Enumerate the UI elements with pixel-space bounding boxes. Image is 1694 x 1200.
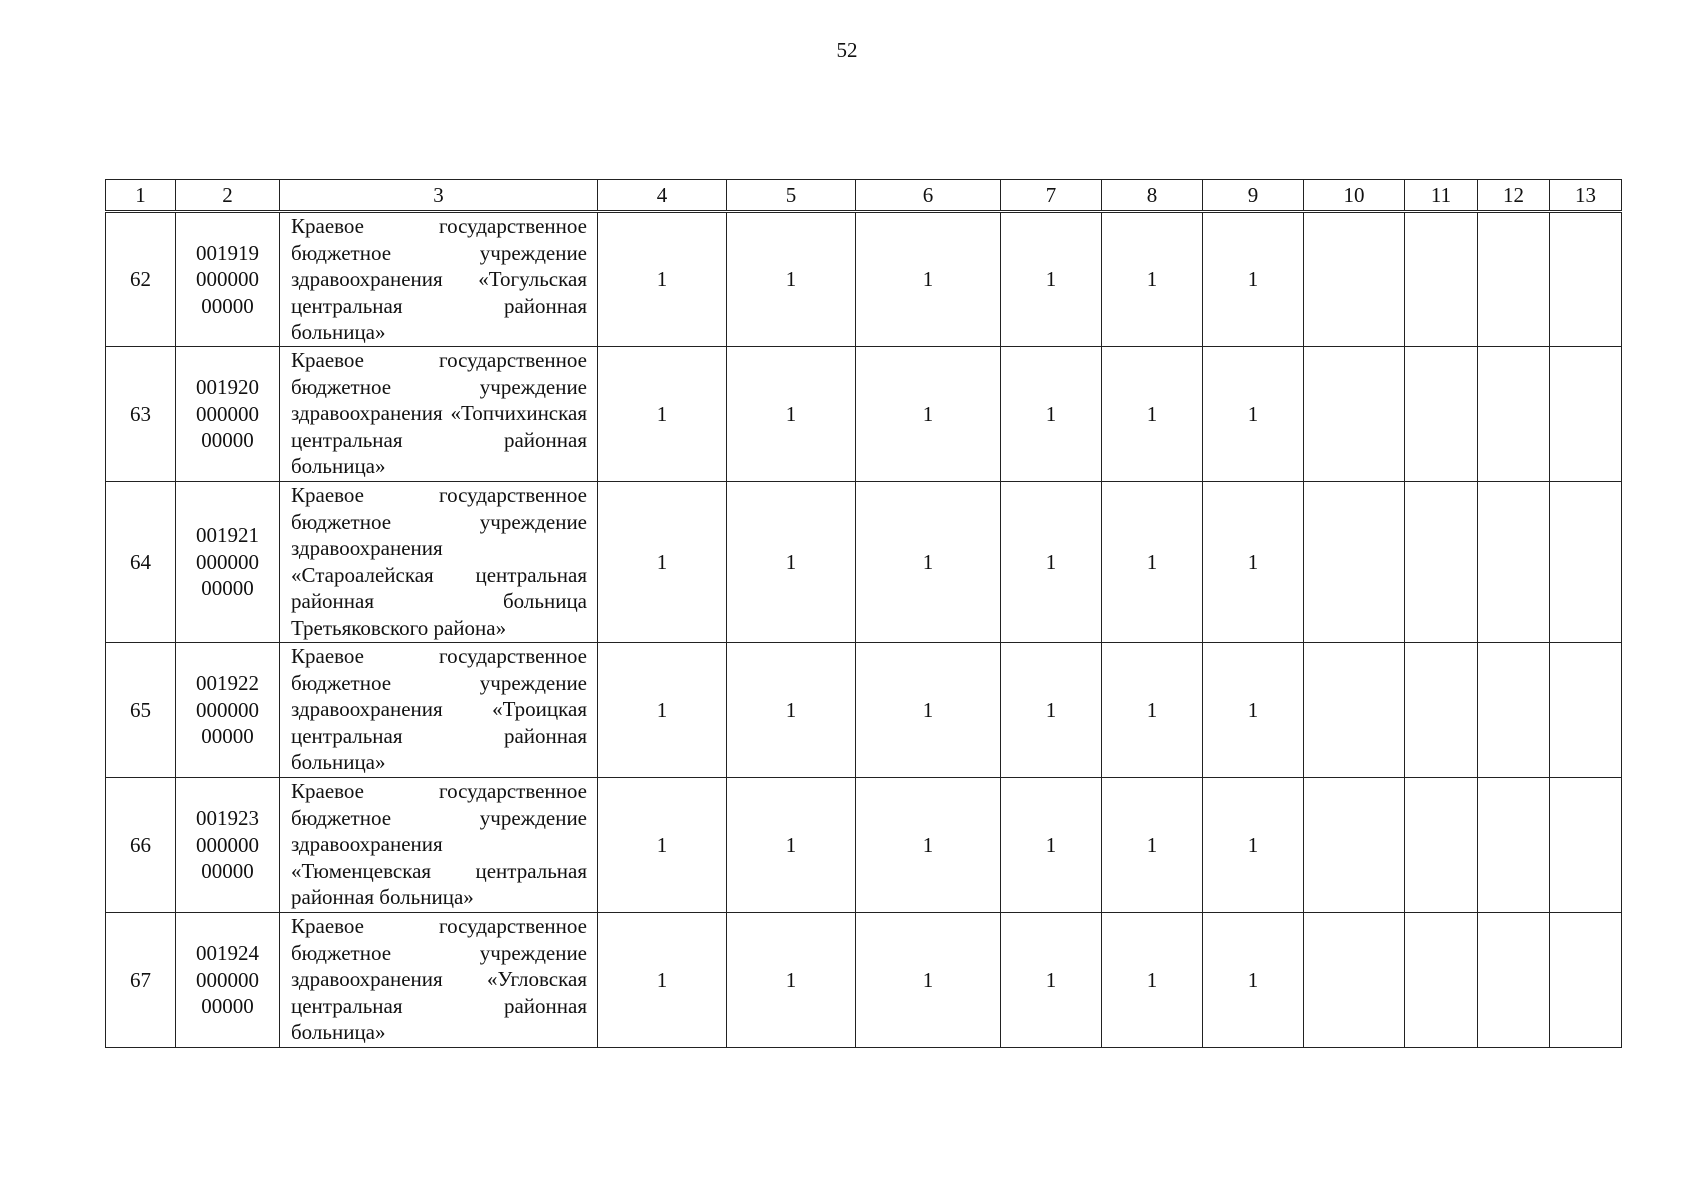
value-cell [1478, 913, 1550, 1048]
value-cell: 1 [598, 778, 727, 913]
header-cell: 3 [280, 180, 598, 212]
value-cell [1304, 347, 1405, 482]
value-cell [1478, 212, 1550, 347]
value-cell: 1 [856, 778, 1001, 913]
code-line: 00000 [201, 428, 254, 453]
value-cell [1405, 482, 1478, 643]
value-cell: 1 [1001, 913, 1102, 1048]
institution-name-cell: Краевое государственное бюджетное учреждение здравоохранения «Троицкая центральная районная больница» [280, 643, 598, 778]
table-row [106, 482, 1622, 643]
header-cell: 5 [727, 180, 856, 212]
row-number-cell: 66 [106, 778, 176, 913]
value-cell: 1 [1203, 643, 1304, 778]
table-row [106, 778, 1622, 913]
header-cell: 4 [598, 180, 727, 212]
code-cell [176, 482, 280, 643]
value-cell [1550, 778, 1622, 913]
value-cell: 1 [856, 212, 1001, 347]
header-cell: 9 [1203, 180, 1304, 212]
value-cell [1405, 347, 1478, 482]
row-number-cell: 65 [106, 643, 176, 778]
institution-name-cell: Краевое государственное бюджетное учреждение здравоохранения «Староалейская центральная районная больница Третьяковского района» [280, 482, 598, 643]
value-cell [1304, 212, 1405, 347]
table-row [106, 347, 1622, 482]
header-cell: 8 [1102, 180, 1203, 212]
value-cell: 1 [727, 482, 856, 643]
institution-name-cell: Краевое государственное бюджетное учреждение здравоохранения «Угловская центральная районная больница» [280, 913, 598, 1048]
value-cell [1405, 643, 1478, 778]
value-cell: 1 [727, 212, 856, 347]
value-cell: 1 [1102, 212, 1203, 347]
value-cell [1550, 347, 1622, 482]
code-line: 00000 [201, 859, 254, 884]
value-cell [1550, 643, 1622, 778]
table-row [106, 913, 1622, 1048]
value-cell: 1 [598, 482, 727, 643]
header-cell: 1 [106, 180, 176, 212]
header-cell: 10 [1304, 180, 1405, 212]
code-line: 000000 [196, 832, 259, 857]
value-cell [1405, 212, 1478, 347]
value-cell: 1 [727, 643, 856, 778]
value-cell [1304, 778, 1405, 913]
row-number-cell: 67 [106, 913, 176, 1048]
table-row [106, 212, 1622, 347]
value-cell: 1 [1203, 347, 1304, 482]
code-line: 00000 [201, 293, 254, 318]
code-line: 001919 [196, 240, 259, 265]
code-line: 001920 [196, 375, 259, 400]
code-line: 000000 [196, 549, 259, 574]
value-cell: 1 [856, 643, 1001, 778]
code-line: 00000 [201, 576, 254, 601]
header-cell: 11 [1405, 180, 1478, 212]
page-number: 52 [836, 38, 858, 62]
code-cell [176, 913, 280, 1048]
code-line: 00000 [201, 724, 254, 749]
table-row [106, 643, 1622, 778]
row-number-cell: 62 [106, 212, 176, 347]
value-cell: 1 [598, 913, 727, 1048]
value-cell [1478, 643, 1550, 778]
value-cell: 1 [1203, 913, 1304, 1048]
institution-name-cell: Краевое государственное бюджетное учреждение здравоохранения «Тогульская центральная районная больница» [280, 212, 598, 347]
value-cell: 1 [1102, 643, 1203, 778]
code-cell [176, 778, 280, 913]
code-line: 001924 [196, 941, 259, 966]
value-cell: 1 [1001, 643, 1102, 778]
code-line: 001923 [196, 806, 259, 831]
value-cell: 1 [856, 482, 1001, 643]
header-cell: 13 [1550, 180, 1622, 212]
institution-name-cell: Краевое государственное бюджетное учреждение здравоохранения «Тюменцевская центральная районная больница» [280, 778, 598, 913]
value-cell: 1 [1203, 778, 1304, 913]
value-cell [1550, 212, 1622, 347]
value-cell: 1 [727, 913, 856, 1048]
value-cell: 1 [1102, 482, 1203, 643]
row-number-cell: 63 [106, 347, 176, 482]
data-table [105, 179, 1622, 1048]
value-cell: 1 [727, 778, 856, 913]
table-header-row [106, 180, 1622, 212]
value-cell [1405, 913, 1478, 1048]
code-line: 000000 [196, 267, 259, 292]
value-cell: 1 [1001, 212, 1102, 347]
value-cell: 1 [1102, 347, 1203, 482]
value-cell: 1 [598, 347, 727, 482]
row-number-cell: 64 [106, 482, 176, 643]
value-cell: 1 [1102, 913, 1203, 1048]
code-line: 000000 [196, 401, 259, 426]
value-cell: 1 [1001, 347, 1102, 482]
value-cell: 1 [1102, 778, 1203, 913]
code-cell [176, 643, 280, 778]
value-cell [1304, 643, 1405, 778]
value-cell [1478, 482, 1550, 643]
value-cell [1304, 913, 1405, 1048]
value-cell [1304, 482, 1405, 643]
code-line: 00000 [201, 994, 254, 1019]
value-cell: 1 [856, 913, 1001, 1048]
value-cell: 1 [727, 347, 856, 482]
header-cell: 2 [176, 180, 280, 212]
value-cell: 1 [598, 643, 727, 778]
value-cell: 1 [856, 347, 1001, 482]
value-cell: 1 [1203, 212, 1304, 347]
value-cell [1478, 778, 1550, 913]
value-cell: 1 [1001, 482, 1102, 643]
value-cell [1550, 913, 1622, 1048]
code-line: 001921 [196, 523, 259, 548]
value-cell [1478, 347, 1550, 482]
code-line: 000000 [196, 697, 259, 722]
code-line: 000000 [196, 967, 259, 992]
header-cell: 7 [1001, 180, 1102, 212]
code-line: 001922 [196, 671, 259, 696]
value-cell: 1 [598, 212, 727, 347]
value-cell [1405, 778, 1478, 913]
institution-name-cell: Краевое государственное бюджетное учреждение здравоохранения «Топчихинская центральная районная больница» [280, 347, 598, 482]
value-cell [1550, 482, 1622, 643]
value-cell: 1 [1001, 778, 1102, 913]
code-cell [176, 347, 280, 482]
header-cell: 6 [856, 180, 1001, 212]
value-cell: 1 [1203, 482, 1304, 643]
code-cell [176, 212, 280, 347]
header-cell: 12 [1478, 180, 1550, 212]
